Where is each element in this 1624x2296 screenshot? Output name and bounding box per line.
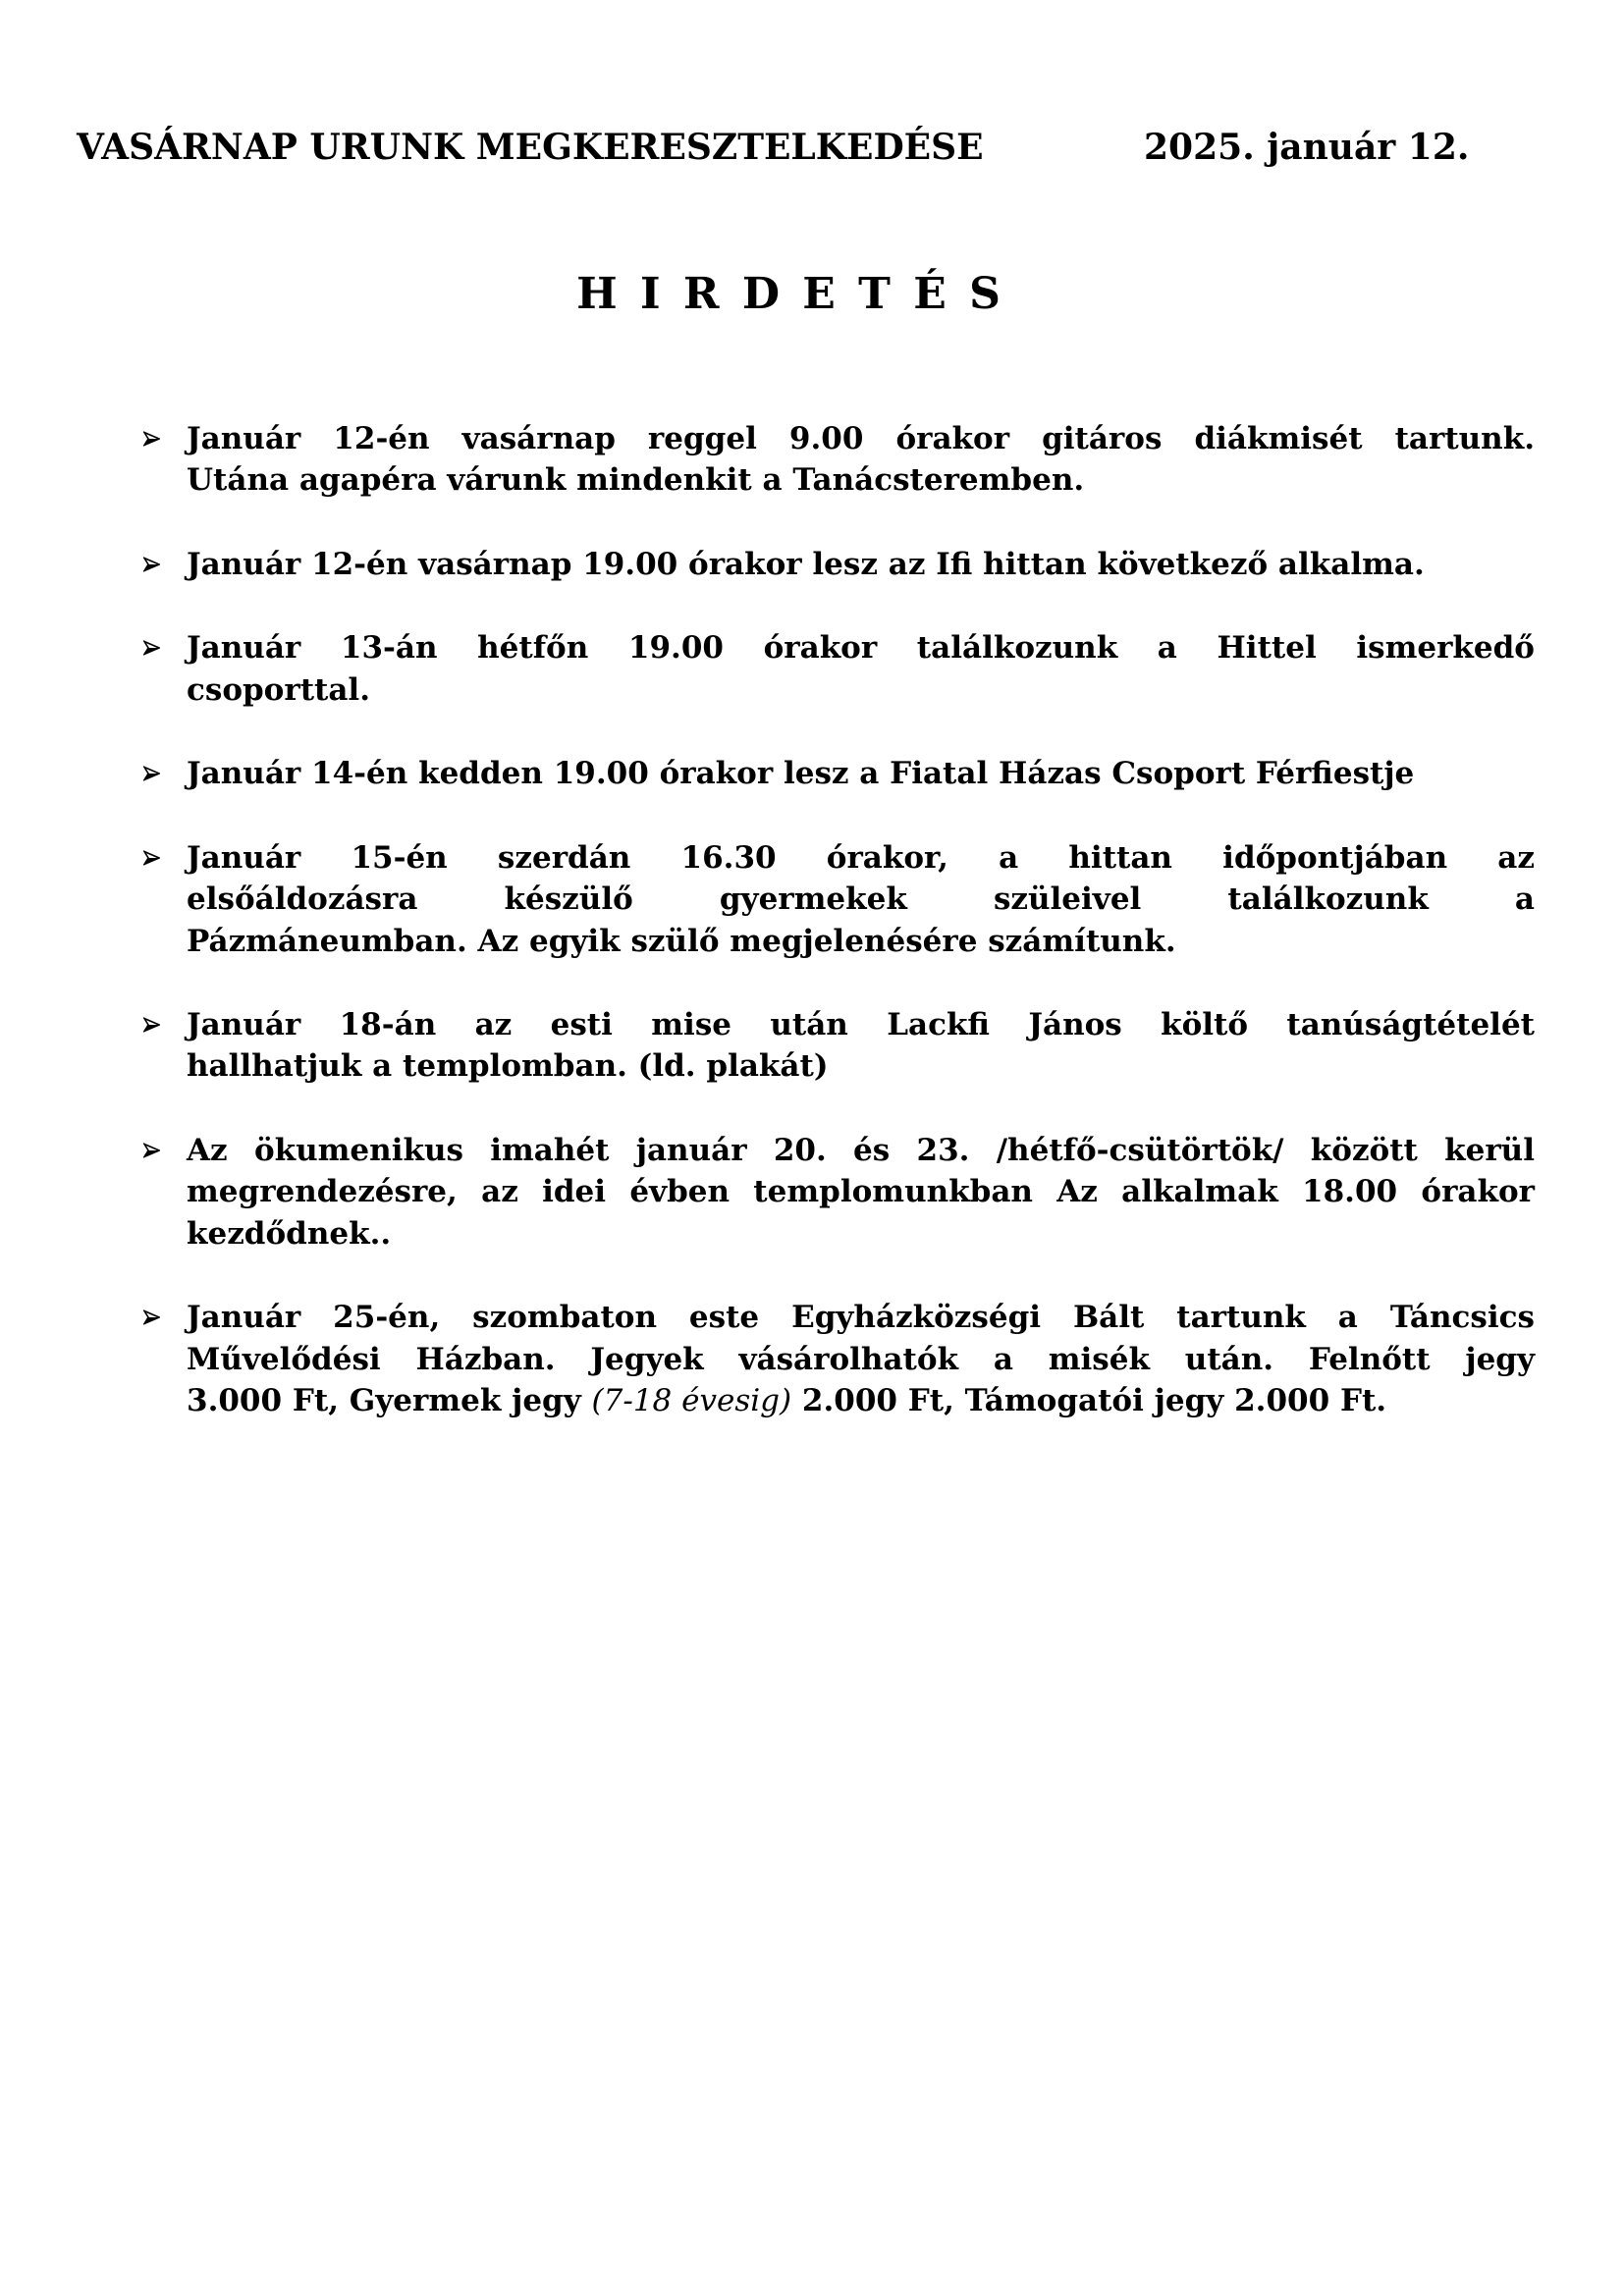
arrow-bullet-icon [143, 557, 160, 572]
announcement-text: Január 12-én vasárnap reggel 9.00 órakor gitáros diákmisét tartunk. [187, 421, 1535, 456]
arrow-bullet-icon [143, 1309, 160, 1325]
arrow-bullet-icon [143, 1143, 160, 1158]
announcement-text: elsőáldozásra készülő gyermekek szüleivel találkozunk a [187, 881, 1535, 918]
announcement-text: Január 13-án hétfőn 19.00 órakor találkozunk a Hittel ismerkedő [187, 630, 1535, 667]
announcement-line [187, 837, 1535, 879]
announcement-text-line [187, 1383, 1386, 1418]
announcement-line [187, 879, 1535, 920]
occasion-title: VASÁRNAP URUNK MEGKERESZTELKEDÉSE [77, 127, 984, 168]
announcement-text: Az ökumenikus imahét január 20. és 23. /hétfő-csütörtök/ között kerül [187, 1133, 1535, 1169]
arrow-bullet-icon [143, 766, 160, 781]
announcement-item [187, 627, 1535, 711]
announcement-item [187, 753, 1535, 794]
arrow-bullet-icon [143, 640, 160, 656]
announcement-text: Január 15-én szerdán 16.30 órakor, a hittan időpontjában az [187, 839, 1535, 876]
announcement-line [187, 544, 1535, 585]
arrow-bullet-icon [143, 850, 160, 866]
announcement-text: megrendezésre, az idei évben templomunkban Az alkalmak 18.00 órakor [187, 1174, 1535, 1210]
age-range-note: (7-18 évesig) [591, 1382, 792, 1418]
announcement-list [187, 418, 1535, 1464]
announcement-item [187, 544, 1535, 585]
arrow-bullet-icon [143, 766, 160, 781]
arrow-bullet-icon [143, 431, 160, 447]
announcement-line [187, 753, 1535, 794]
announcement-line [187, 1004, 1535, 1045]
announcement-line [187, 418, 1535, 459]
page-header [77, 124, 1510, 171]
arrow-bullet-icon [143, 1143, 160, 1158]
arrow-bullet-icon [143, 431, 160, 447]
ticket-prices-text: 2.000 Ft, Támogatói jegy 2.000 Ft. [801, 1382, 1387, 1418]
announcement-text: Utána agapéra várunk mindenkit a Tanácsteremben. [187, 462, 1085, 499]
announcement-line [187, 1339, 1535, 1380]
announcement-item [187, 418, 1535, 502]
arrow-bullet-icon [143, 557, 160, 572]
announcement-line [187, 669, 1535, 711]
announcement-text: hallhatjuk a templomban. (ld. plakát) [187, 1048, 829, 1085]
announcement-line [187, 1130, 1535, 1171]
announcement-line [187, 459, 1535, 501]
arrow-bullet-icon [143, 640, 160, 656]
arrow-bullet-icon [143, 1309, 160, 1325]
announcement-text: Művelődési Házban. Jegyek vásárolhatók a misék után. Felnőtt jegy [187, 1341, 1535, 1377]
arrow-bullet-icon [143, 1017, 160, 1033]
announcement-heading: H I R D E T É S [576, 269, 1004, 319]
announcement-line [187, 1171, 1535, 1212]
announcement-text: csoporttal. [187, 671, 370, 708]
ticket-prices-text: 3.000 Ft, Gyermek jegy [187, 1382, 581, 1418]
arrow-bullet-icon [143, 1017, 160, 1033]
announcement-line [187, 1297, 1535, 1338]
announcement-item [187, 1130, 1535, 1255]
announcement-text: Január 25-én, szombaton este Egyházközségi Bált tartunk a Táncsics [187, 1300, 1535, 1336]
announcement-text: Január 14-én kedden 19.00 órakor lesz a Fiatal Házas Csoport Férfiestje [187, 756, 1415, 792]
announcement-text: Január 12-én vasárnap 19.00 órakor lesz az Ifi hittan következő alkalma. [187, 546, 1425, 582]
announcement-text: Pázmáneumban. Az egyik szülő megjelenésére számítunk. [187, 923, 1176, 959]
announcement-line [187, 921, 1535, 962]
announcement-item [187, 1297, 1535, 1421]
announcement-line [187, 1045, 1535, 1087]
announcement-line [187, 1213, 1535, 1255]
arrow-bullet-icon [143, 850, 160, 866]
announcement-item [187, 837, 1535, 962]
announcement-item [187, 1004, 1535, 1088]
announcement-text: kezdődnek.. [187, 1215, 392, 1252]
announcement-line [187, 627, 1535, 668]
announcement-line [187, 1380, 1535, 1421]
announcement-text: Január 18-án az esti mise után Lackfi János költő tanúságtételét [187, 1007, 1535, 1043]
date-label: 2025. január 12. [1144, 127, 1470, 168]
